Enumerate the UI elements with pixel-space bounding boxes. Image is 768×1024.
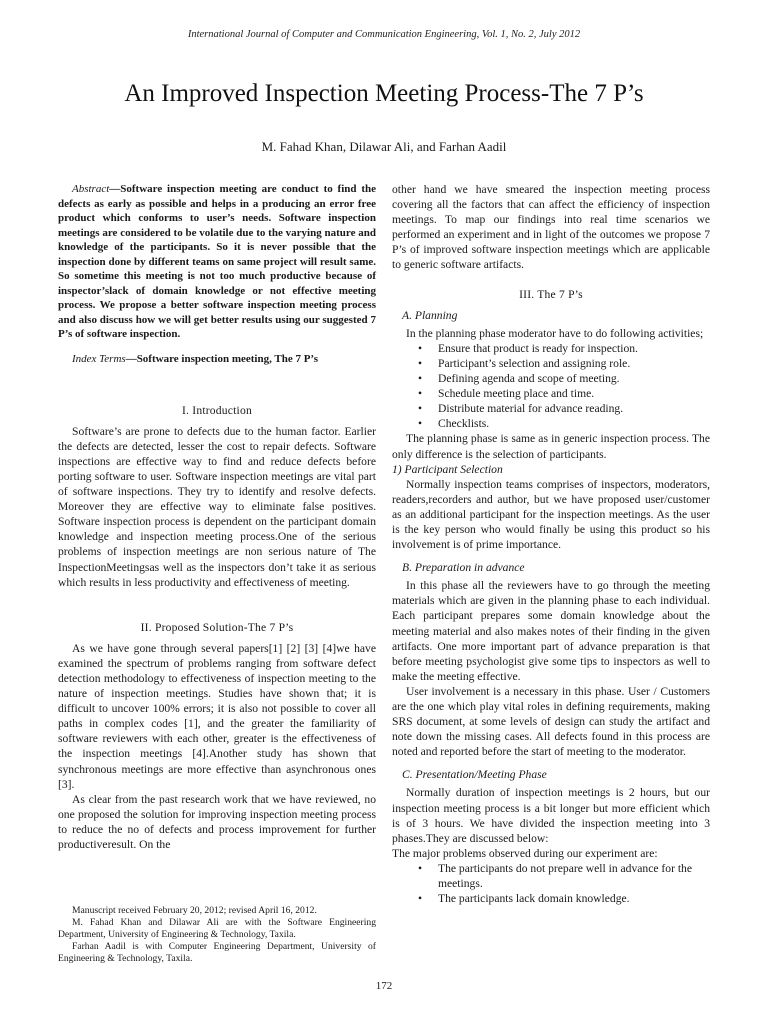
list-item — [392, 416, 710, 431]
index-terms-label: Index Terms — [72, 352, 126, 365]
planning-after: The planning phase is same as in generic inspection process. The only difference is the selection of participants. — [392, 432, 710, 461]
participant-selection-paragraph: Normally inspection teams comprises of inspectors, moderators, readers,recorders and author, but we have proposed user/customer as an additional participant for the inspection meetings. As the user is the key person who would finally be using this product so his involvement is of prime importance. — [392, 477, 710, 552]
index-terms — [58, 352, 376, 367]
right-column — [392, 182, 710, 906]
bullet: • — [418, 387, 423, 401]
bullet: • — [418, 861, 423, 875]
bullet: • — [418, 892, 423, 906]
list-item — [392, 356, 710, 371]
abstract-text: —Software inspection meeting are conduct to find the defects as early as possible and helps in a producing an error free product which conforms to user’s needs. Software inspection meetings are considered to be volatile due to the varying nature and knowledge of the participants. So it is never possible that the inspection done by different teams on same project will result same. So sometime this meeting is not too much productive because of inspector’slack of domain knowledge or not effective meeting process. We propose a better software inspection meeting process and also discuss how we will get better results using our suggested 7 P’s of software inspection. — [58, 183, 376, 340]
proposed-solution-paragraph-1: As we have gone through several papers[1] [2] [3] [4]we have examined the spectrum of problems ranging from software defect detection methodology to effectiveness of inspection meeting to the nature of inspection meetings. Studies have shown that; it is difficult to uncover 100% errors; it is also not possible to cover all paths in complex codes [1], and the greater the familiarity of software reviewers with each other, greater is the effectiveness of the inspection meetings [4].Another study has shown that synchronous meetings are more effective than asynchronous ones [3]. — [58, 641, 376, 791]
footnote-affiliation-2: Farhan Aadil is with Computer Engineering Department, University of Engineering & Technology, Taxila. — [58, 941, 376, 964]
list-item-text: Ensure that product is ready for inspection. — [438, 341, 638, 355]
planning-activity-list — [392, 341, 710, 432]
list-item-text: Schedule meeting place and time. — [438, 387, 595, 401]
section-heading-7ps: III. The 7 P’s — [519, 287, 583, 301]
footnote-affiliation-1: M. Fahad Khan and Dilawar Ali are with the Software Engineering Department, University of Engineering & Technology, Taxila. — [58, 917, 376, 940]
preparation-paragraph-1: In this phase all the reviewers have to go through the meeting materials which are given in the planning phase to each individual. Each participant prepares some domain knowledge about the meeting material and also makes notes of their finding in the given artifacts. One more important part of advance preparation is that before meeting psychologist give some tips to inspectors as well to make the meeting effective. — [392, 579, 710, 683]
major-problems-list — [392, 861, 710, 906]
list-item — [392, 341, 710, 356]
subsection-heading-presentation: C. Presentation/Meeting Phase — [402, 768, 547, 782]
left-column — [58, 182, 376, 852]
section-heading-proposed-solution: II. Proposed Solution-The 7 P’s — [140, 620, 294, 634]
subsection-heading-preparation: B. Preparation in advance — [402, 561, 525, 575]
footnote — [58, 905, 376, 965]
bullet: • — [418, 341, 423, 355]
bullet: • — [418, 356, 423, 370]
section-heading-introduction: I. Introduction — [182, 403, 252, 417]
bullet: • — [418, 417, 423, 431]
presentation-paragraph-2: The major problems observed during our experiment are: — [392, 846, 658, 860]
list-item-text: The participants lack domain knowledge. — [438, 892, 630, 906]
bullet: • — [418, 402, 423, 416]
list-item — [392, 401, 710, 416]
page-number: 172 — [375, 980, 393, 992]
presentation-paragraph-1: Normally duration of inspection meetings is 2 hours, but our inspection meeting process is a bit longer but more efficient which is of 3 hours. We have divided the inspection meeting into 3 phases.They are discussed below: — [392, 786, 710, 845]
subsection-heading-planning: A. Planning — [402, 308, 458, 322]
abstract-label: Abstract — [72, 183, 110, 195]
paper-title: An Improved Inspection Meeting Process-The 7 P’s — [124, 80, 644, 107]
list-item-text: Participant’s selection and assigning role. — [438, 356, 631, 370]
bullet: • — [418, 372, 423, 386]
list-item-text: Checklists. — [438, 417, 490, 431]
preparation-paragraph-2: User involvement is a necessary in this phase. User / Customers are the one which play vital roles in defining requirements, making SRS document, at some levels of design can study the artifact and note down the missing cases. All defects found in this process are noted and reported before the start of meeting to the moderator. — [392, 684, 710, 759]
proposed-solution-paragraph-2: As clear from the past research work that we have reviewed, no one proposed the solution for improving inspection meeting process to reduce the no of defects and process improvement for further productiveresult. On the — [58, 792, 376, 852]
footnote-manuscript: Manuscript received February 20, 2012; revised April 16, 2012. — [72, 905, 317, 916]
proposed-solution-paragraph-2-continued: other hand we have smeared the inspection meeting process covering all the factors that can affect the efficiency of inspection meetings. To map our findings into real time scenarios we performed an experiment and in light of the outcomes we propose 7 P’s of improved software inspection meetings which are applicable to generic software artifacts. — [392, 183, 710, 272]
subsubsection-heading-participant-selection: 1) Participant Selection — [392, 462, 503, 476]
index-terms-text: —Software inspection meeting, The 7 P’s — [125, 352, 318, 365]
journal-header: International Journal of Computer and Communication Engineering, Vol. 1, No. 2, July 2012 — [187, 29, 581, 40]
paper-authors: M. Fahad Khan, Dilawar Ali, and Farhan Aadil — [261, 139, 507, 154]
list-item-text: The participants do not prepare well in advance for the meetings. — [438, 861, 692, 891]
planning-intro: In the planning phase moderator have to do following activities; — [406, 326, 704, 340]
list-item-text: Defining agenda and scope of meeting. — [438, 372, 620, 386]
list-item — [392, 386, 710, 401]
list-item-text: Distribute material for advance reading. — [438, 402, 624, 416]
introduction-paragraph: Software’s are prone to defects due to the human factor. Earlier the defects are detected, lesser the cost to repair defects. Software inspections are effective way to find and reduce defects before porting software to user. Software inspection meetings are vital part of software inspections. They try to identify and resolve defects. Moreover they are effective way to eliminate false positives. Software inspection process is dependent on the participant domain knowledge and inspection meeting process.One of the serious problems of inspection meetings are non serious nature of The InspectionMeetingsas well as the inspectors don’t take it as serious which results in less productivity and effectiveness of meeting. — [58, 424, 376, 589]
list-item — [392, 861, 710, 891]
list-item — [392, 891, 710, 906]
abstract — [58, 182, 376, 342]
list-item — [392, 371, 710, 386]
